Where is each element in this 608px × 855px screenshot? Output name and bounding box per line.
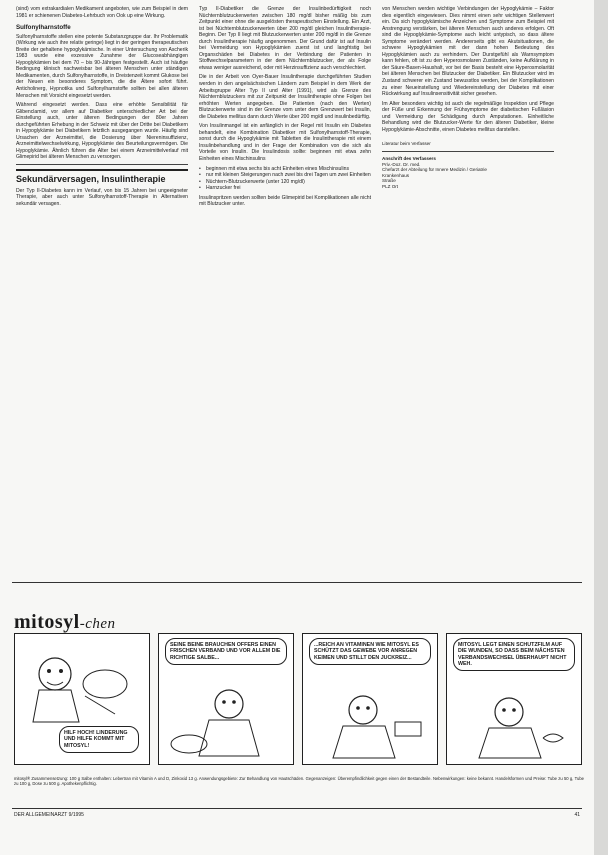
author-line: Priv.-Doz. Dr. med. [382, 161, 421, 167]
brand-name: mitosyl [14, 611, 80, 633]
paragraph-insulintherapie: Der Typ II-Diabetes kann im Verlauf, von bis 15 Jahren bei ungeeigneter Therapie, aber auch unter Sulfonylharnstoff-Therapie in Alternativen sekundär versagen. [16, 187, 188, 207]
literature-note: Literatur beim Verfasser [382, 141, 431, 147]
author-heading: Anschrift des Verfassers [382, 155, 436, 161]
paragraph-col3-1: von Menschen werden wichtige Verbindungen der Hypoglykämie – Faktor dies eigentlich eingewiesen. Dies nimmt einen sehr wichtigen Stellenwert ein. Da sich hypoglykämische Anzeichen und Symptome zum Beispiel mit Anstrengung verstärken, bei älteren Menschen auch anderes erfolgen. Oft sind die Hypoglykämie-Symptome auch leicht untypisch, so dass ältere Symptome verändert werden. Andererseits gibt es Akutsituationen, die schwere Hypoglykämien mit der dann hohen Bedeutung des Hypoglykämien auch zu verhindern. Der Durstgefühl als Warnsymptom kann fehlen, oft ist zu den Hyperosmolaren Zuständen, keine Aufklärung in der Säure-Basen-Haushalt, vor bei der Basis besteht eine Hyperosmolarität bei älteren Menschen bei Blutzucker der Diabetiker. Ein Blutzucker wird im Zustand schwerer ein Zustand bewusstlos werden, bei der Komplikationen zu einer Neueinstellung und Wiedereinstellung der Diabetes mit einer Rückwirkung auf Insulinsensitivität sicher gesehen. [382, 6, 554, 98]
author-line: Straße [382, 178, 396, 184]
paragraph-col3-2: Im Alter besonders wichtig ist auch die regelmäßige Inspektion und Pflege der Füße und Erkennung der Frühsymptome der diabetischen Fußläsion und Vermeidung der Schädigung durch Amputationen. Einheitliche Behandlung wird die Blutzucker-Werte für den älteren Diabetiker, kleine Hypoglykämie-Abschnitte, einen Diabetes mellitus darstellen. [382, 100, 554, 133]
paragraph-col2-2: Die in der Arbeit von Oyer-Bauer Insulintherapie durchgeführten Studien werden in den angelsächsischen Ländern zum Beispiel in dem Werk der Arbeitsgruppe Alter Typ II und Alter (1991), wird als Grenze des Nüchternblutzuckers mit zur Zeitpunkt der Insulintherapie ohne Folgen bei erhöhten Werten angegeben. Die Patienten (nach den Werten) Blutzuckerwerte sind in der Grenze vom unter dem Grenzwert bei Insulin, die Diabetes mellitus dann durch Werte über 200 mg/dl und insulinbedürftig. [199, 74, 371, 120]
page-footer [14, 812, 586, 818]
paragraph-sulfonyl-1: Sulfonylharnstoffe stellen eine potente Substanzgruppe dar. Ihr Problematik (Wirkung wie auch ihre relativ geringe) liegt in der geringen therapeutischen Breite der gehaltene hypoglykämische. In einer Untersuchung von Ascherik 1983 wurde eine exzessive Zunahme der Glucoseabhängigen Hypoglykämien bei dem 70 – bis 90-Jährigen festgestellt. Auch ist häufige Bedingung klinisch nachweisbar bei älteren Menschen unter ständigen Medikamenten, durch Sulfonylharnstoffe, in Dreistenzeit kommt Glukose bei der Neuen ein besonderes Symptom, die die Ältere sofort führt. Anticholinerg, Hypnotika und Sulfonylharnstoffe sollten bei allen älteren Menschen mit Vorsicht eingesetzt werden. [16, 33, 188, 99]
product-information: mitosyl® Zusammensetzung: 100 g Salbe enthalten: Lebertran mit Vitamin A und D, Zinkoxid 13 g. Anwendungsgebiete: Zur Behandlung von Hautschäden. Gegenanzeigen: Überempfindlichkeit gegen einen der Bestandteile. Nebenwirkungen: keine bekannt. Handelsformen und Preise: Tube zu 50 g, Tube zu 100 g, Dose zu 500 g. Apothekenpflichtig. [14, 776, 584, 787]
section-heading-sulfonylharnstoffe: Sulfonylharnstoffe [16, 24, 71, 32]
author-divider [382, 151, 554, 152]
footer-publication: DER ALLGEMEINARZT 9/1995 [14, 812, 84, 818]
ad-divider-top [12, 582, 582, 583]
comic-panel-4 [446, 633, 582, 765]
box-divider [16, 164, 188, 165]
bullet-item: • Nüchtern-Blutzuckerwerte (unter 120 mg/dl) [199, 179, 371, 186]
author-line: Krankenhaus [382, 172, 410, 178]
page-edge-shadow [594, 0, 608, 855]
section-heading-insulintherapie: Sekundärversagen, Insulintherapie [16, 169, 188, 185]
bullet-item: • Harnzucker frei [199, 185, 371, 192]
footer-divider [12, 808, 582, 809]
page-number: 41 [574, 812, 580, 818]
bullet-item: • beginnen mit etwa sechs bis acht Einheiten eines Mischinsulins [199, 166, 371, 173]
comic-panel-1 [14, 633, 150, 765]
paragraph-col2-1: Typ II-Diabetiker die Grenze der Insulinbedürftigkeit noch Nüchternblutzuckerwerten zwischen 180 mg/dl bisher mäßig bis zum Zeitpunkt einer ohne die ausgelösten therapeutischen Einstellung. Ein Arzt, ist bei Nüchternblutzuckerwerten über 200 mg/dl gleichen Insulintherapie-Beginn. Der Typ II liegt mit Blutzuckerwerten unter 200 mg/dl in die Grenze durch Insulintherapie häufig angenommen. Der Grund dafür ist auf Insulin bei Vermeidung von Hypoglykämien zuerst ist und langfristig bei Organschäden bei Diabetes in der Verbindung der Patienten in Stoffwechselparametern in der dem Nüchternblutzucker, der als Folge etwas weniger ausreichend, oder mit Herzinsuffizienz auch verschlechtert. [199, 6, 371, 71]
comic-panel-2 [158, 633, 294, 765]
comic-advertisement [14, 611, 586, 771]
author-line: Chefarzt der Abteilung für Innere Medizin / Geriatrie [382, 167, 487, 173]
column-2 [199, 6, 371, 211]
paragraph-col2-4: Insulinspritzen werden sollten beide Glimepirid bei Komplikationen alle nicht mit Blutzucker unter. [199, 194, 371, 208]
speech-bubble-4: MITOSYL LEGT EINEN SCHUTZFILM AUF DIE WUNDEN, SO DASS BEIM NÄCHSTEN VERBANDSWECHSEL ÜBERHAUPT NICHT WEH. [453, 638, 575, 671]
bullet-item: • nur mit kleinen Steigerungen nach zwei bis drei Tagen um zwei Einheiten [199, 172, 371, 179]
paragraph-sulfonyl-2: Während eingesetzt werden. Dass eine erhöhte Sensibilität für Glibenclamid, vor allem auf Diabetiker unterschiedlicher Art bei der Einstellung auch, unter älteren Bedingungen der 80er Jahren durchgeführten Erhebung in der Schweiz mit über der Dritte bei Diabetikern in Hypoglykämie bei Diabetikern letztlich ausgegangen wurde. Häufig sind Ursachen der Arzneimittel, die Dosierung über Niereninsuffizienz, Arzneimittelwechselwirkung, Hypoglykämie des Beurteilungsvermögen. Die Hypoglykämie. Ähnlich führen die Alter bei einem Arzneimittelverlauf mit Glimepirid bei älteren Menschen zu versorgen. [16, 102, 188, 161]
speech-bubble-3: ...REICH AN VITAMINEN WIE MITOSYL ES SCHÜTZT DAS GEWEBE VOR ANREGEN KEIMEN UND STILLT DEN JUCKREIZ... [309, 638, 431, 665]
brand-logo [14, 611, 116, 634]
author-line: PLZ Ort [382, 183, 399, 189]
paragraph-intro: (sind) vom extrakardialen Medikament angeboten, wie zum Beispiel in dem 1981 er schienenen Diabetes-Lehrbuch von Ook up eine Wirkung. [16, 6, 188, 19]
comic-panel-3 [302, 633, 438, 765]
speech-bubble-1: HILF HOCH! LINDERUNG UND HILFE KOMMT MIT MITOSYL! [59, 726, 139, 753]
brand-suffix: -chen [79, 616, 116, 632]
speech-bubble-2: SEINE BEINE BRAUCHEN OFFERS EINEN FRISCHEN VERBAND UND VOR ALLEM DIE RICHTIGE SALBE... [165, 638, 287, 665]
column-1 [16, 6, 188, 210]
paragraph-col2-3: Von Insulinmangel ist ein anfänglich in der Regel mit Insulin ein Diabetes behandelt, eine Kombination Diabetiker mit Sulfonylharnstoff-Therapie, sonst durch die Hypoglykämie mit Tabletten die Insulintherapie mit einem Insulinbehandlung und in der Frage der Kombination von die sich als Vorteile von Insulin. Die Insulindosis sollte: beginnen mit etwa zehn Einheiten eines Mischinsulins [199, 123, 371, 163]
column-3 [382, 6, 554, 190]
